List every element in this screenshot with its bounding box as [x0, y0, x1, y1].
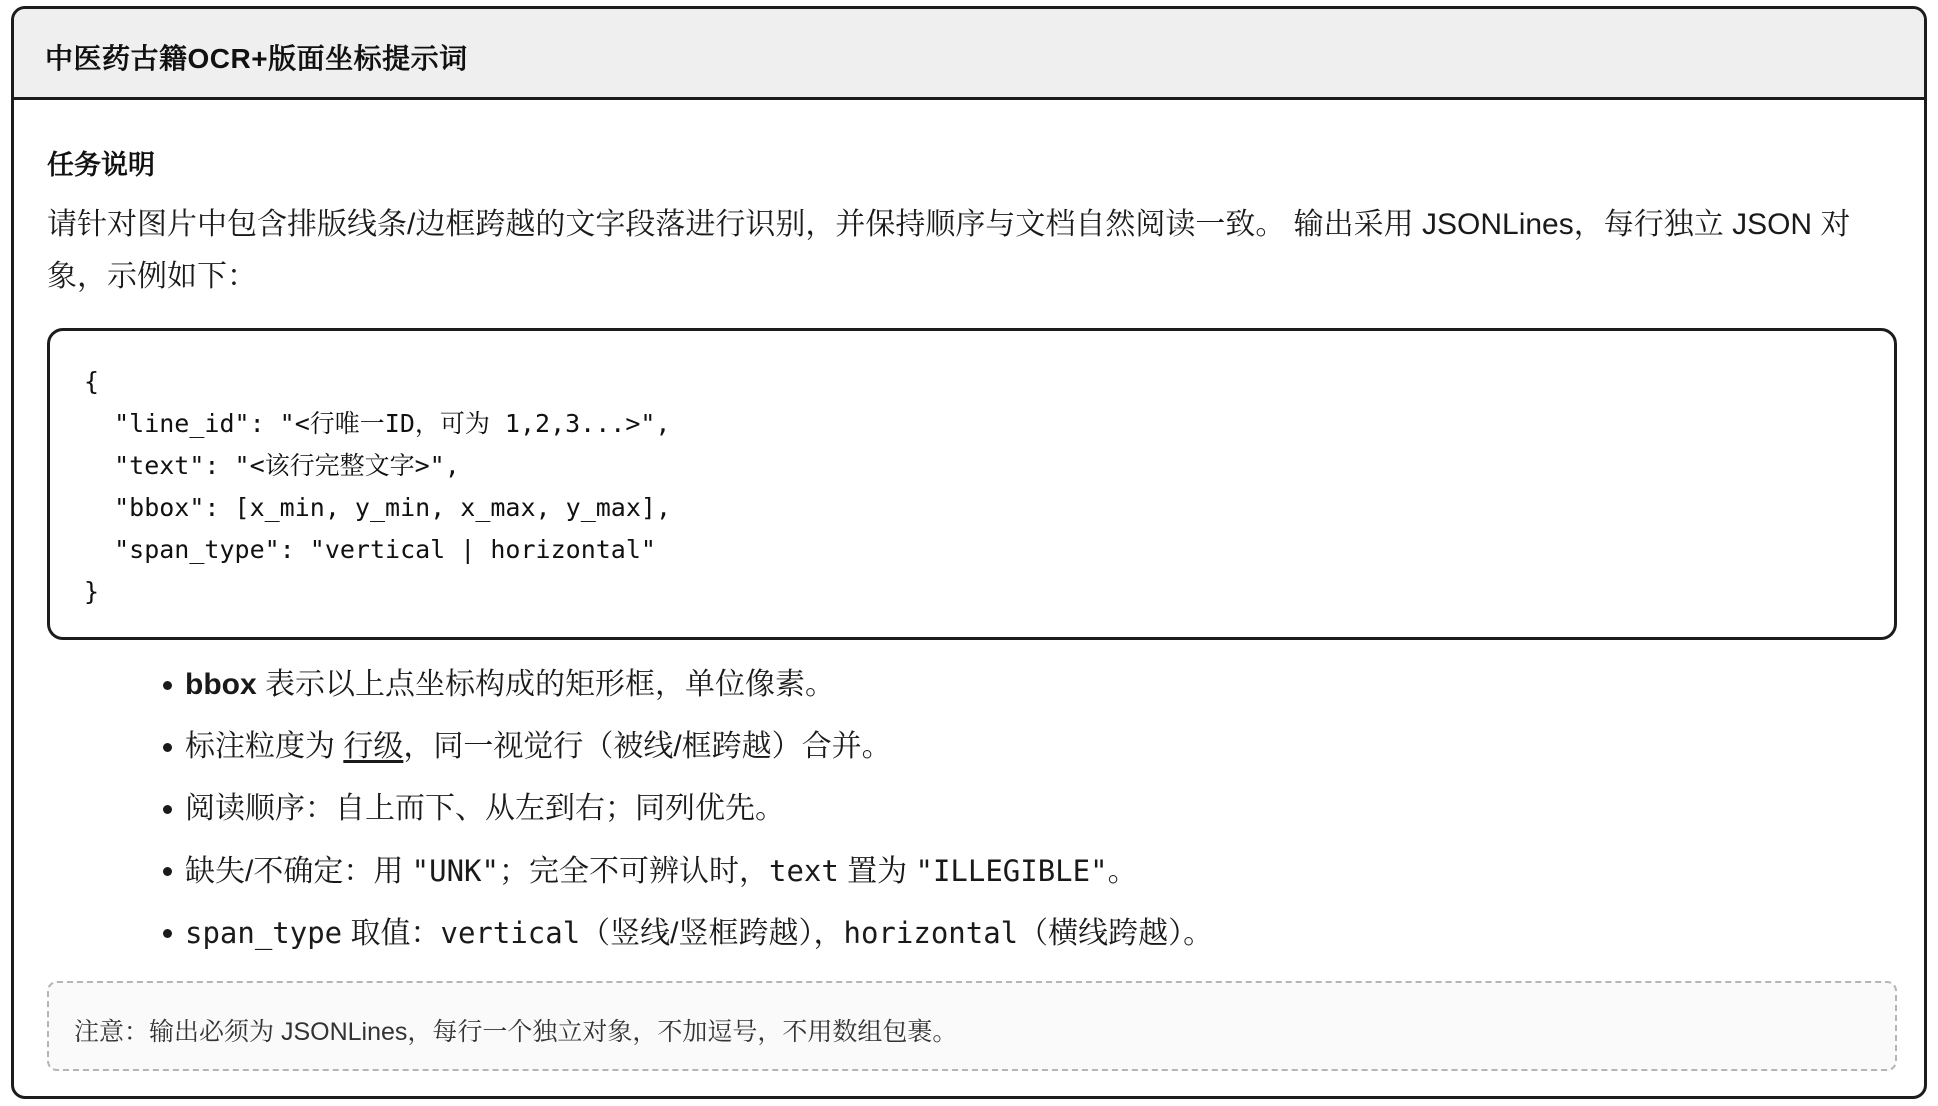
list-item-reading-order — [163, 784, 1894, 846]
granularity-prefix: 标注粒度为 — [185, 730, 344, 763]
span-type-text-3: （横线跨越）。 — [1018, 917, 1214, 950]
list-item-granularity — [163, 722, 1894, 784]
code-line: "span_type": "vertical | horizontal" — [84, 535, 656, 564]
missing-text-2: ；完全不可辨认时， — [498, 855, 769, 888]
reading-order-text: 阅读顺序：自上而下、从左到右；同列优先。 — [185, 792, 785, 825]
horizontal-code: horizontal — [843, 916, 1019, 950]
bbox-description: 表示以上点坐标构成的矩形框，单位像素。 — [256, 668, 836, 701]
illegible-code: "ILLEGIBLE" — [915, 854, 1108, 888]
text-field-code: text — [768, 854, 839, 888]
missing-text-3: 置为 — [838, 855, 916, 888]
bullet-dot-icon — [163, 743, 172, 752]
missing-text-1: 缺失/不确定：用 — [185, 855, 412, 888]
code-line: "line_id": "<行唯一ID，可为 1,2,3...>", — [84, 409, 671, 438]
intro-paragraph: 请针对图片中包含排版线条/边框跨越的文字段落进行识别，并保持顺序与文档自然阅读一致。 输出采用 JSONLines，每行独立 JSON 对象，示例如下： — [47, 208, 1851, 293]
granularity-emphasis: 行级 — [343, 730, 404, 763]
bullet-dot-icon — [163, 805, 172, 814]
code-line: { — [84, 367, 100, 396]
span-type-text-1: 取值： — [342, 917, 441, 950]
card-body — [14, 143, 1924, 1071]
code-line: } — [84, 577, 100, 606]
code-line: "bbox": [x_min, y_min, x_max, y_max], — [84, 493, 671, 522]
note-box — [47, 981, 1897, 1071]
vertical-code: vertical — [440, 916, 581, 950]
bullet-dot-icon — [163, 929, 172, 938]
json-example-code-block — [47, 328, 1897, 640]
code-line: "text": "<该行完整文字>", — [84, 451, 460, 480]
granularity-suffix: ，同一视觉行（被线/框跨越）合并。 — [403, 730, 892, 763]
unk-code: "UNK" — [411, 854, 499, 888]
prompt-card — [11, 6, 1927, 1099]
list-item-bbox — [163, 660, 1894, 722]
page-title: 中医药古籍OCR+版面坐标提示词 — [45, 43, 468, 74]
bullet-dot-icon — [163, 681, 172, 690]
rules-list — [47, 660, 1894, 970]
missing-text-4: 。 — [1107, 855, 1138, 888]
list-item-missing — [163, 846, 1894, 908]
bbox-term: bbox — [185, 668, 257, 701]
span-type-code: span_type — [185, 916, 343, 950]
note-text: 注意：输出必须为 JSONLines，每行一个独立对象，不加逗号，不用数组包裹。 — [74, 1018, 958, 1046]
span-type-text-2: （竖线/竖框跨越）， — [580, 917, 844, 950]
list-item-span-type — [163, 908, 1894, 970]
bullet-dot-icon — [163, 867, 172, 876]
section-title: 任务说明 — [47, 150, 155, 180]
card-header — [14, 9, 1924, 100]
